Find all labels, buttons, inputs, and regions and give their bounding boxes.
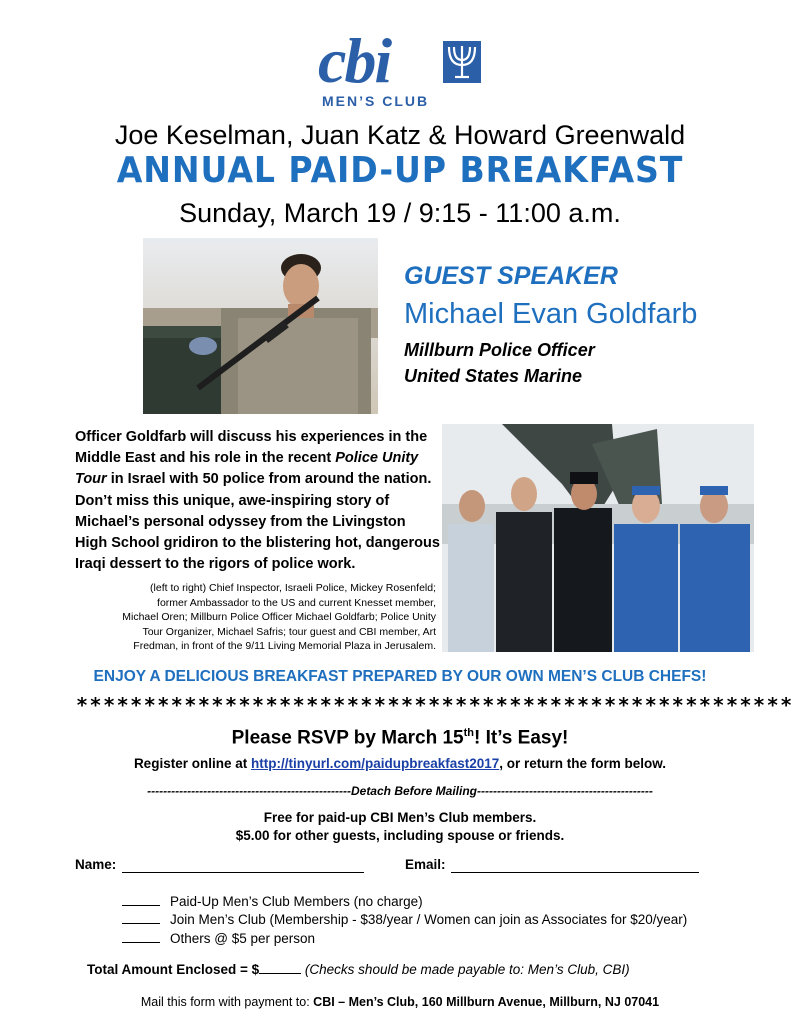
description-text-a: Officer Goldfarb will discuss his experiences in the Middle East and his role in the recent bbox=[75, 429, 428, 466]
pricing-line-2: $5.00 for other guests, including spouse or friends. bbox=[235, 828, 565, 843]
option-others[interactable] bbox=[122, 930, 315, 946]
logo-wordmark: cbi bbox=[318, 25, 391, 96]
hosts-line: Joe Keselman, Juan Katz & Howard Greenwald bbox=[114, 120, 686, 150]
event-title: ANNUAL PAID-UP BREAKFAST bbox=[116, 150, 684, 191]
email-field[interactable] bbox=[451, 872, 699, 873]
option-paid-up-label: Paid-Up Men’s Club Members (no charge) bbox=[170, 894, 423, 909]
rsvp-sup: th bbox=[463, 727, 475, 739]
total-amount-field[interactable] bbox=[259, 962, 301, 974]
email-label: Email: bbox=[405, 857, 446, 872]
total-note: (Checks should be made payable to: Men’s Club, CBI) bbox=[304, 962, 630, 977]
description-paragraph-1 bbox=[75, 427, 440, 490]
mail-address: CBI – Men’s Club, 160 Millburn Avenue, Millburn, NJ 07041 bbox=[313, 995, 660, 1009]
speaker-name: Michael Evan Goldfarb bbox=[404, 298, 698, 330]
detach-line: ---------------------------------------------------Detach Before Mailing-------------------------------------------- bbox=[147, 784, 653, 798]
event-date: Sunday, March 19 / 9:15 - 11:00 a.m. bbox=[179, 198, 621, 228]
mail-line bbox=[0, 995, 800, 1009]
option-others-label: Others @ $5 per person bbox=[170, 931, 316, 946]
group-photo bbox=[442, 424, 754, 652]
logo-subtitle: MEN’S CLUB bbox=[322, 93, 430, 109]
police-unity-tour-text: Police Unity Tour bbox=[75, 450, 419, 487]
option-paid-up[interactable] bbox=[122, 893, 423, 909]
description-paragraph-2: Don’t miss this unique, awe-inspiring story of Michael’s personal odyssey from the Livingston High School gridiron to the blistering hot, dangerous Iraqi dessert to the rigors of police work. bbox=[75, 493, 440, 572]
option-others-blank[interactable] bbox=[122, 930, 160, 943]
menorah-icon bbox=[443, 41, 481, 83]
total-label: Total Amount Enclosed = $ bbox=[87, 962, 260, 977]
pricing-info bbox=[0, 809, 800, 845]
register-prefix: Register online at bbox=[133, 756, 251, 771]
speaker-role-marine: United States Marine bbox=[404, 366, 583, 386]
option-paid-up-blank[interactable] bbox=[122, 893, 160, 906]
mail-prefix: Mail this form with payment to: bbox=[140, 995, 314, 1009]
pricing-line-1: Free for paid-up CBI Men’s Club members. bbox=[263, 810, 537, 825]
option-join-blank[interactable] bbox=[122, 911, 160, 924]
guest-speaker-label: GUEST SPEAKER bbox=[404, 262, 618, 290]
rsvp-text-a: Please RSVP by March 15 bbox=[231, 727, 464, 749]
option-join-label: Join Men’s Club (Membership - $38/year / Women can join as Associates for $20/year) bbox=[170, 912, 688, 927]
name-field[interactable] bbox=[122, 872, 364, 873]
cbi-logo bbox=[318, 25, 483, 111]
speaker-role-police: Millburn Police Officer bbox=[404, 340, 595, 360]
star-separator: ***************************************************** bbox=[76, 693, 794, 717]
register-link[interactable]: http://tinyurl.com/paidupbreakfast2017 bbox=[250, 756, 500, 771]
photo-caption: (left to right) Chief Inspector, Israeli Police, Mickey Rosenfeld; former Ambassador to the US and current Knesset member, Michael Oren; Millburn Police Officer Michael Goldfarb; Police Unity Tour Organizer, Michael Safris; tour guest and CBI member, Art Fredman, in front of the 9/11 Living Memorial Plaza in Jerusalem. bbox=[122, 582, 436, 652]
name-label: Name: bbox=[75, 857, 117, 872]
rsvp-text-b: ! It’s Easy! bbox=[474, 727, 569, 749]
register-suffix: , or return the form below. bbox=[499, 756, 667, 771]
soldier-photo bbox=[143, 238, 378, 414]
description-text-b: in Israel with 50 police from around the nation. bbox=[106, 471, 432, 487]
enjoy-banner: ENJOY A DELICIOUS BREAKFAST PREPARED BY OUR OWN MEN’S CLUB CHEFS! bbox=[93, 668, 707, 685]
total-line bbox=[87, 962, 630, 977]
option-join[interactable] bbox=[122, 911, 687, 927]
register-line bbox=[0, 756, 800, 771]
rsvp-heading bbox=[0, 727, 800, 749]
